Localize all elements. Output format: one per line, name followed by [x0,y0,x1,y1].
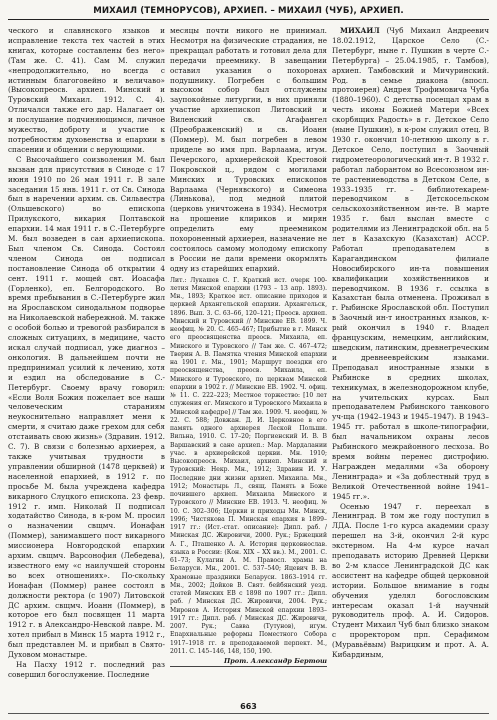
paragraph: ческого и славянского языков и исправление текста тех частей в этих книгах, которые составлены без него» (Там же. С. 41). Сам М. служил «непродолжительно, но всегда с истинным благоговейно и величаво» (Высокопреосв. архиеп. Минский и Туровский Михаил. 1912. С. 4). Отличался также его дар. Налагает он и послушание подчиняющимся, личное мужество, доброту и участие к потребностям духовенства и епархии в спасении и общении с верующими. [8,26,165,154]
paragraph: Осенью 1947 г. переехал в Ленинград. В том же году поступил в ЛДА. После 1-го курса академии сразу перешел на 3-й, окончил 2-й курс экстерном. На 4-м курсе начал преподавать историю Древней Церкви во 2-м классе Ленинградской ДС как ассистент на кафедре общей церковной истории. Большое внимание в годы обучения уделял богословским интересам оказал 1-й научный руководитель проф. А. И. Сидоров. Студент Михаил Чуб был близко знаком с проректором прп. Серафимом (Муравьёвым) Вырицким и прот. А. А. Кибардиным, [332,501,489,660]
article-text: (Чуб Михаил Андреевич 18.02.1912, Царское Село (С.-Петербург, ныне г. Пушкин в черте С.-Петербурга) – 25.04.1985, г. Тамбов), архиеп. Тамбовский и Мичуринский. Род. в семье диакона (впосл. протоиерея) Андрея Трофимовича Чуба (1880–1960). С детства посещал храм в честь иконы Божией Матери «Всех скорбящих Радость» в г. Детское Село (ныне Пушкин), в к-ром служил отец. В 1930 г. окончил 10-летнюю школу в г. Детское Село, поступил в Заочный гидрометеорологический ин-т. В 1932 г. работал лаборантом во Всесоюзном ин-те растениеводства в Детском Селе, в 1933–1935 гг. – библиотекарем-переводчиком в Детскосельском сельскохозяйственном ин-те. В марте 1935 г. был выслан вместе с родителями из Ленинградской обл. на 5 лет в Казахскую (Казахстан) АССР. Работал преподавателем в Карагандинском филиале Новосибирского ин-та повышения квалификации хозяйственников и переводчиком. В 1936 г. ссылка в Казахстан была отменена. Проживал в г. Рыбинске Ярославской обл. Поступил в Заочный ин-т иностранных языков, к-рый окончил в 1940 г. Владел французским, немецким, английским, шведским, латинским, древнегреческим и древнееврейским языками. Преподавал иностранные языки в Рыбинске в средних школах, техникумах, в железнодорожном клубе, на учительских курсах. Был преподавателем Рыбинского танкового уч-ща (1942–1943 и 1945–1947). В 1943–1945 гг. работал в школе-типографии, был начальником охраны лесов Рыбинского межрайонного лесхоза. Во время войны перенес дистрофию. Награжден медалями «За оборону Ленинграда» и «За доблестный труд в Великой Отечественной войне 1941–1945 гг.». [332,26,489,501]
paragraph: На Пасху 1912 г. последний раз совершил богослужение. Последние [8,660,165,679]
footer-rule [8,713,489,714]
running-header: МИХАИЛ (ТЕМНОРУСОВ), АРХИЕП. – МИХАИЛ (ЧУБ), АРХИЕП. [8,6,489,20]
right-column [332,26,489,699]
left-column [8,26,165,699]
author-signature: Прот. Александр Бертош [223,657,327,666]
text-columns [8,26,489,699]
section-divider [170,666,327,667]
page-number: 663 [240,702,257,711]
paragraph: месяцы почти никого не принимал. Несмотря на физические страдания, не прекращал работать и готовил дела для передачи преемнику. В завещании оставил указания о похоронах подушнику. Погребен с большим высоком собор был отслужены заупокойные литургии, в них приняли участие архиепископ Литовский и Виленский св. Агафангел (Преображенский) и св. Иоанн (Поммер). М. был погребен в левом приделе во имя прп. Варлаама, игум. Печерского, архиерейской Крестовой Покровской ц., рядом с могилами Минских и Туровских епископов Варлаама (Чернявского) и Симеона (Линькова), под медной плитой (церковь уничтожена в 1934). Несмотря на прошение клириков и мирян определить ему преемником похороненный архиерея, назначение не состоялось самому молодому епископу в России не дали времени окормлять одну из старейших епархий. [170,26,327,273]
middle-column [170,26,327,699]
paragraph: С Высочайшего соизволения М. был вызван для присутствия в Синоде с 17 июня 1910 по 26 мая 1911 г. В зале заседания 15 янв. 1911 г. от Св. Синода был в наречении архим. св. Сильвестра (Ольшевского) во епископа Прилукского, викария Полтавской епархии. 14 мая 1911 г. в С.-Петербурге М. был возведен в сан архиепископа. Был членом Св. Синода. Состоял членом Синода он подписал постановление Синода об открытии 4 сент. 1911 г. мощей свт. Иоасафа (Горленко), еп. Белгородского. Во время пребывания в С.-Петербурге жил на Ярославском синодальном подворье на Николаевской набережной. М. также с особой болью и тревогой разбирался в сложных ситуациях, в медицине, часто искал случай подписал, уже диагноз – онкология. В дальнейшем почти не предпринимал усилий к лечению, хотя и ездил на обследование в С.-Петербург. Своему врачу говорил: «Если Воля Божия пожелает все наши человеческим стараниям неукоснительно направляет меня к смерти, я считаю даже грехом для себя отстаивать свою жизнь» (Здравин. 1912. С. 7). В связи с болезнью архиерея, а также учитывая трудности в управлении обширной (1478 церквей) и населенной епархией, в 1912 г. по просьбе М. была учреждена кафедра викарного Слуцкого епископа. 23 февр. 1912 г. имп. Николай II подписал ходатайство Синода, в к-ром М. просил о назначении свщмч. Ионафан (Поммер), занимавшего пост викарного миссионера Новгородской епархии архим. свщмч. Варсонофия (Лебедева), известного ему «с наилучшей стороны во всех отношениях». По-скольку Ионафан (Поммер) ранее состоял в должности ректора (с 1907) Литовской ДС архим. свщмч. Иоанн (Поммер), в которое его был посвящен 11 марта 1912 г. в Александро-Невской лавре. М. хотел прибыл в Минск 15 марта 1912 г., был представлен М. и прибыл в Свято-Духовом монастыре. [8,154,165,660]
article-intro [332,26,489,502]
bibliography: Лит.: Лукашев С. Г. Краткий ист. очерк 100-летия Минской епархии (1793 – 13 апр. 1893). Мн., 1893; Краткое ист. описание приходов и церквей Архангельской епархии. Архангельск, 1896. Вып. 3. С. 63–66, 120–121; Преосв. архиеп. Минский и Туровский // Минские ЕВ. 1899. Ч. неофиц. № 20. С. 465–467; Прибытие в г. Минск его преосвященства преосв. Михаила, еп. Минского и Туровского // Там же. С. 467–472; Тверин А. В. Памятка чтения Минской епархии на 1901 г. Мн., 1901; Маршрут поездки его преосвященства, преосв. Михаила, еп. Минского и Туровского, по церквам Минской епархии в 1902 г. // Минские ЕВ. 1902. Ч. офиц. № 11. С. 222–223; Местное торжество: [10 лет служения ег. Минского и Туровского Михаила в Минской кафедре] // Там же. 1909. Ч. неофиц. № 22. С. 588; Довжан. Д. И. Церковное в его память одного архиерея Леской Польши. Вильна, 1910. С. 17–20; Поргиенский И. В. В Варшавский в сане архиеп.: Мар. Мардалании учас. в архиерейской церкви. Мн. 1910; Высокопреосв. Михаил, архиеп. Минский и Туровский: Некр. Мн., 1912; Здравин И. У. Последние дни жизни архиеп. Михаила. Мн., 1912; Монастырь Л., свящ. Память в Боже почившего архиеп. Михаила Минского и Туровского // Минские ЕВ. 1913. Ч. неофиц. № 10. С. 302–306; Церкви и приходы Мн. Минск, 1996; Чистякова П. Минская епархия в 1899–1917 гг.: (Ист.-стат. описание): Дипл. раб. / Минская ДС. Жировичи, 2000. Рук.; Бржецкий А. Г., Пташенко А. А. История церковнослав. языка в России: (Кон. XIX – XX вв.). М., 2001. С. 61–73; Кулагин А. М. Правосл. храмы на Беларуси. Мн., 2001. С. 537–540; Яцевич В. В. Храмовые праздники Беларуси. 1863–1914 гг. Мн., 2002; Дойков В. Свят. бейбянский уезд. статей Минских ЕВ с 1898 по 1907 гг.: Дипл. раб. / Минская ДС. Жировичи, 2004. Рук.; Миронов А. История Минской епархии 1893–1917 гг.: Дипл. раб. / Минская ДС. Жировичи, 2007. Рук.; Савва (Тутунов), игум. Епархиальные реформы Поместного Собора 1917–1918 гг. в преподаваемой перпект. М., 2011. С. 145–146, 148, 150, 190. [170,276,327,655]
article-headword: МИХАИЛ [340,26,380,35]
